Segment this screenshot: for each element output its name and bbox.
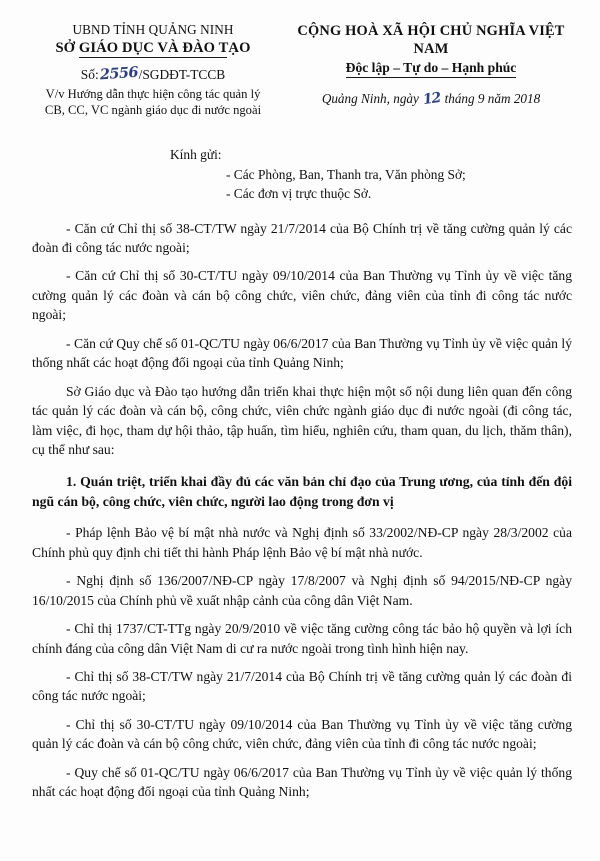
recipient-item: - Các Phòng, Ban, Thanh tra, Văn phòng Sở; bbox=[226, 166, 466, 182]
document-number-handwritten: 2556 bbox=[99, 63, 139, 84]
body-paragraph: - Pháp lệnh Bảo vệ bí mật nhà nước và Nghị định số 33/2002/NĐ-CP ngày 28/3/2002 của Chính phủ quy định chi tiết thi hành Pháp lệnh Bảo vệ bí mật nhà nước. bbox=[32, 525, 572, 560]
recipient-item: - Các đơn vị trực thuộc Sở. bbox=[226, 185, 372, 201]
body-paragraph: - Chỉ thị 1737/CT-TTg ngày 20/9/2010 về việc tăng cường công tác bảo hộ quyền và lợi ích chính đáng của công dân Việt Nam di cư ra nước ngoài trong tình hình hiện nay. bbox=[32, 621, 572, 656]
body-paragraph: Sở Giáo dục và Đào tạo hướng dẫn triển khai thực hiện một số nội dung liên quan đến công tác quản lý các đoàn và cán bộ, công chức, viên chức ngành giáo dục đi nước ngoài (đi công tác, làm việc, đi học, tham dự hội thảo, tập huấn, tìm hiểu, nghiên cứu, tham quan, du lịch, thăm thân), cụ thể như sau: bbox=[32, 383, 572, 457]
national-motto: Độc lập – Tự do – Hạnh phúc bbox=[345, 60, 517, 75]
recipients-block bbox=[22, 145, 578, 203]
motto-wrap bbox=[284, 58, 578, 77]
national-header-block bbox=[284, 22, 578, 107]
document-number-line bbox=[22, 63, 284, 84]
department-name-wrap bbox=[22, 39, 284, 58]
body-paragraph: - Nghị định số 136/2007/NĐ-CP ngày 17/8/2007 và Nghị định số 94/2015/NĐ-CP ngày 16/10/2015 của Chính phủ về xuất nhập cảnh của công dân Việt Nam. bbox=[32, 573, 572, 608]
nation-title: CỘNG HOÀ XÃ HỘI CHỦ NGHĨA VIỆT NAM bbox=[297, 23, 565, 57]
document-body bbox=[22, 219, 578, 802]
place-date-prefix: Quảng Ninh, ngày bbox=[321, 91, 419, 106]
body-paragraph: - Quy chế số 01-QC/TU ngày 06/6/2017 của Ban Thường vụ Tỉnh ủy về việc quản lý thống nhất các hoạt động đối ngoại của tỉnh Quảng Ninh; bbox=[32, 764, 572, 800]
subject-line-2: CB, CC, VC ngành giáo dục đi nước ngoài bbox=[44, 103, 262, 118]
body-paragraph: - Căn cứ Quy chế số 01-QC/TU ngày 06/6/2017 của Ban Thường vụ Tỉnh ủy về việc quản lý thống nhất các hoạt động đối ngoại của tỉnh Quảng Ninh; bbox=[32, 335, 572, 371]
document-header bbox=[22, 0, 578, 119]
document-number-suffix: /SGDĐT-TCCB bbox=[138, 67, 226, 83]
subject-line-1: V/v Hướng dẫn thực hiện công tác quản lý bbox=[45, 87, 261, 102]
recipients-label: Kính gửi: bbox=[170, 146, 222, 162]
body-paragraph: - Chỉ thị số 38-CT/TW ngày 21/7/2014 của Bộ Chính trị về tăng cường quản lý các đoàn đi công tác nước ngoài; bbox=[32, 668, 572, 704]
section-heading-1: 1. Quán triệt, triển khai đầy đủ các văn bản chỉ đạo của Trung ương, của tỉnh đến đội ngũ cán bộ, công chức, viên chức, người lao động trong đơn vị bbox=[32, 474, 572, 509]
place-date-suffix: tháng 9 năm 2018 bbox=[444, 91, 541, 106]
department-name: SỞ GIÁO DỤC VÀ ĐÀO TẠO bbox=[55, 39, 251, 56]
place-date-line bbox=[284, 91, 578, 107]
authority-name: UBND TỈNH QUẢNG NINH bbox=[72, 22, 234, 37]
body-paragraph: - Chỉ thị số 30-CT/TU ngày 09/10/2014 của Ban Thường vụ Tỉnh ủy về việc tăng cường quản lý các đoàn và cán bộ công chức, viên chức, đảng viên của tỉnh đi công tác nước ngoài; bbox=[32, 716, 572, 752]
document-number-prefix: Số: bbox=[80, 67, 99, 83]
body-paragraph: - Căn cứ Chỉ thị số 38-CT/TW ngày 21/7/2014 của Bộ Chính trị về tăng cường quản lý các đoàn đi công tác nước ngoài; bbox=[32, 220, 572, 256]
body-paragraph: - Căn cứ Chỉ thị số 30-CT/TU ngày 09/10/2014 của Ban Thường vụ Tỉnh ủy về việc tăng cường quản lý các đoàn và cán bộ công chức, viên chức, đảng viên của tỉnh đi công tác nước ngoài; bbox=[32, 268, 572, 323]
issuing-authority-block bbox=[22, 22, 284, 119]
day-handwritten: 12 bbox=[422, 89, 442, 109]
